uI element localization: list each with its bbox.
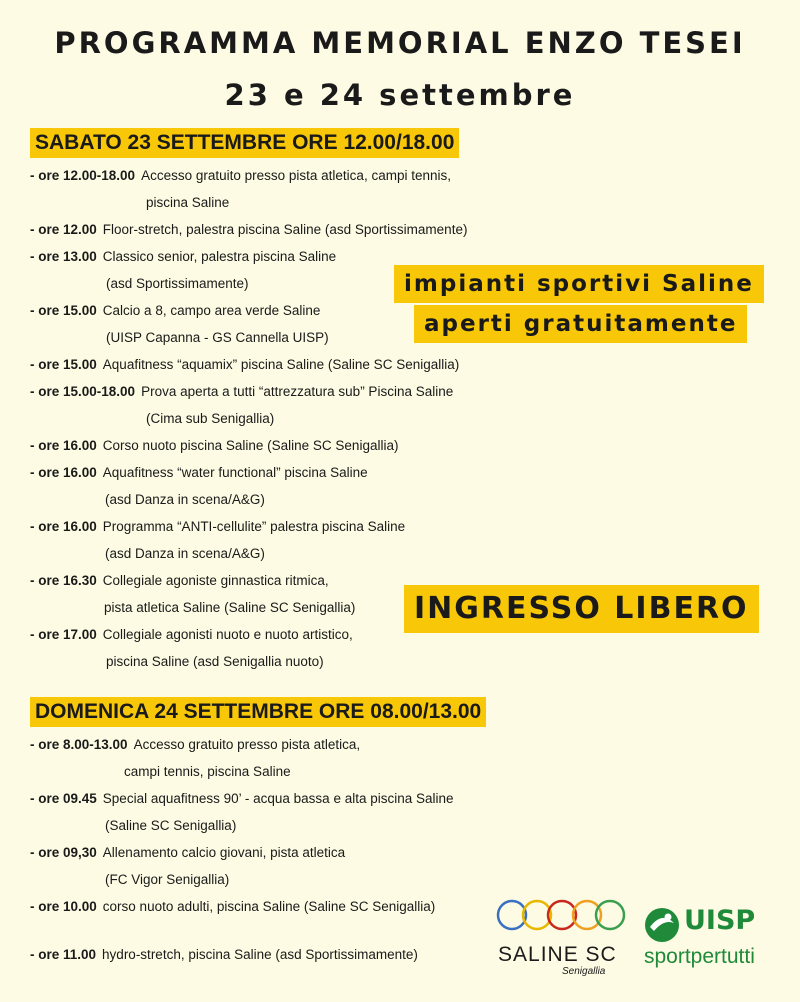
schedule-item xyxy=(30,384,453,400)
schedule-activity: Calcio a 8, campo area verde Saline xyxy=(102,303,321,318)
schedule-time: - ore 15.00 xyxy=(30,357,97,372)
schedule-item-continuation: (UISP Capanna - GS Cannella UISP) xyxy=(106,330,329,345)
schedule-time: - ore 13.00 xyxy=(30,249,97,264)
schedule-activity: Floor-stretch, palestra piscina Saline (asd Sportissimamente) xyxy=(102,222,468,237)
schedule-activity: Programma “ANTI-cellulite” palestra piscina Saline xyxy=(102,519,406,534)
schedule-time: - ore 16.30 xyxy=(30,573,97,588)
saturday-heading: SABATO 23 SETTEMBRE ORE 12.00/18.00 xyxy=(30,128,459,158)
schedule-item-continuation: (FC Vigor Senigallia) xyxy=(105,872,230,887)
highlight-aperti: aperti gratuitamente xyxy=(414,305,747,343)
schedule-item xyxy=(30,627,353,643)
schedule-activity: Aquafitness “water functional” piscina Saline xyxy=(102,465,368,480)
schedule-activity: Collegiale agonisti nuoto e nuoto artistico, xyxy=(102,627,353,642)
schedule-time: - ore 12.00 xyxy=(30,222,97,237)
schedule-activity: hydro-stretch, piscina Saline (asd Sportissimamente) xyxy=(102,947,418,962)
schedule-time: - ore 09,30 xyxy=(30,845,97,860)
schedule-time: - ore 11.00 xyxy=(30,947,97,962)
schedule-item-continuation: (Saline SC Senigallia) xyxy=(105,818,237,833)
schedule-item xyxy=(30,519,405,535)
schedule-item xyxy=(30,438,398,454)
page-title: PROGRAMMA MEMORIAL ENZO TESEI xyxy=(54,26,746,60)
schedule-time: - ore 10.00 xyxy=(30,899,97,914)
schedule-item xyxy=(30,249,336,265)
uisp-emblem-icon xyxy=(642,905,682,945)
schedule-time: - ore 15.00 xyxy=(30,303,97,318)
schedule-time: - ore 17.00 xyxy=(30,627,97,642)
schedule-item xyxy=(30,303,320,319)
sunday-heading: DOMENICA 24 SETTEMBRE ORE 08.00/13.00 xyxy=(30,697,486,727)
schedule-activity: Classico senior, palestra piscina Saline xyxy=(102,249,337,264)
schedule-time: - ore 16.00 xyxy=(30,438,97,453)
schedule-time: - ore 16.00 xyxy=(30,465,97,480)
schedule-item xyxy=(30,357,459,373)
schedule-item-continuation: (asd Sportissimamente) xyxy=(106,276,249,291)
schedule-item-continuation: pista atletica Saline (Saline SC Senigallia) xyxy=(104,600,356,615)
schedule-activity: corso nuoto adulti, piscina Saline (Saline SC Senigallia) xyxy=(102,899,436,914)
schedule-activity: Corso nuoto piscina Saline (Saline SC Senigallia) xyxy=(102,438,399,453)
schedule-activity: Accesso gratuito presso pista atletica, campi tennis, xyxy=(141,168,451,183)
schedule-activity: Collegiale agoniste ginnastica ritmica, xyxy=(102,573,329,588)
highlight-ingresso-libero: INGRESSO LIBERO xyxy=(404,585,759,633)
schedule-item-continuation: piscina Saline xyxy=(146,195,230,210)
uisp-tagline: sportpertutti xyxy=(644,945,755,968)
schedule-item xyxy=(30,573,329,589)
schedule-item xyxy=(30,465,368,481)
saline-sc-name: SALINE SC xyxy=(498,943,617,966)
schedule-item xyxy=(30,899,435,915)
schedule-item-continuation: (asd Danza in scena/A&G) xyxy=(105,492,265,507)
olympic-rings-icon xyxy=(492,893,632,939)
schedule-item xyxy=(30,845,345,861)
schedule-item-continuation: campi tennis, piscina Saline xyxy=(124,764,291,779)
schedule-item-continuation: (Cima sub Senigallia) xyxy=(146,411,275,426)
schedule-activity: Accesso gratuito presso pista atletica, xyxy=(133,737,361,752)
schedule-item xyxy=(30,947,418,963)
schedule-time: - ore 09.45 xyxy=(30,791,97,806)
schedule-item xyxy=(30,222,467,238)
saline-sc-city: Senigallia xyxy=(562,966,606,977)
schedule-activity: Prova aperta a tutti “attrezzatura sub” Piscina Saline xyxy=(141,384,454,399)
schedule-item xyxy=(30,168,451,184)
event-dates: 23 e 24 settembre xyxy=(224,78,576,112)
schedule-time: - ore 8.00-13.00 xyxy=(30,737,128,752)
schedule-time: - ore 16.00 xyxy=(30,519,97,534)
schedule-time: - ore 15.00-18.00 xyxy=(30,384,136,399)
schedule-activity: Aquafitness “aquamix” piscina Saline (Saline SC Senigallia) xyxy=(102,357,460,372)
schedule-item xyxy=(30,791,454,807)
schedule-item-continuation: (asd Danza in scena/A&G) xyxy=(105,546,265,561)
schedule-activity: Allenamento calcio giovani, pista atletica xyxy=(102,845,346,860)
highlight-impianti: impianti sportivi Saline xyxy=(394,265,764,303)
schedule-activity: Special aquafitness 90’ - acqua bassa e alta piscina Saline xyxy=(102,791,454,806)
uisp-name: UISP xyxy=(684,905,756,936)
uisp-logo xyxy=(640,903,780,973)
schedule-item xyxy=(30,737,360,753)
schedule-item-continuation: piscina Saline (asd Senigallia nuoto) xyxy=(106,654,324,669)
saline-sc-logo xyxy=(492,893,632,977)
schedule-time: - ore 12.00-18.00 xyxy=(30,168,136,183)
